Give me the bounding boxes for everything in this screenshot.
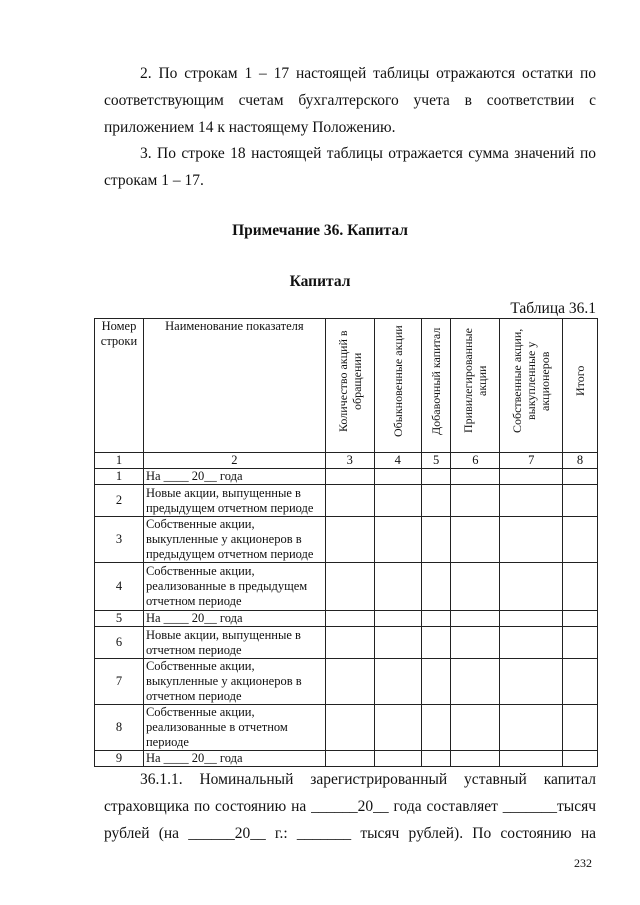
cell — [500, 659, 563, 705]
cell — [451, 751, 500, 767]
cell — [500, 751, 563, 767]
header-row-number: Номер строки — [95, 319, 144, 453]
cell — [374, 627, 421, 659]
cell — [374, 563, 421, 611]
table-row — [95, 659, 598, 705]
cell — [421, 627, 451, 659]
cell — [421, 517, 451, 563]
row-name: Новые акции, выпущенные в отчетном периоде — [143, 627, 325, 659]
cell — [325, 517, 374, 563]
header-treasury-shares: Собственные акции, выкупленные у акционеров — [500, 319, 563, 453]
paragraph-2 — [104, 60, 596, 141]
capital-table — [94, 318, 598, 767]
cell — [421, 563, 451, 611]
col-num-8: 8 — [563, 453, 598, 469]
cell — [451, 659, 500, 705]
row-number: 1 — [95, 469, 144, 485]
header-ordinary-shares: Обыкновенные акции — [374, 319, 421, 453]
cell — [451, 517, 500, 563]
cell — [374, 469, 421, 485]
row-name: На ____ 20__ года — [143, 469, 325, 485]
cell — [500, 705, 563, 751]
cell — [563, 517, 598, 563]
paragraph-36-1-1-line-1: 36.1.1. Номинальный зарегистрированный уставный капитал — [140, 771, 596, 788]
cell — [563, 469, 598, 485]
header-shares-outstanding: Количество акций в обращении — [325, 319, 374, 453]
header-preferred-shares: Привилегированные акции — [451, 319, 500, 453]
cell — [325, 659, 374, 705]
row-number: 7 — [95, 659, 144, 705]
table-row — [95, 751, 598, 767]
table-title: Капитал — [289, 273, 351, 290]
col-num-5: 5 — [421, 453, 451, 469]
row-name: На ____ 20__ года — [143, 611, 325, 627]
cell — [325, 751, 374, 767]
cell — [325, 611, 374, 627]
paragraph-2-line-3: приложением 14 к настоящему Положению. — [104, 119, 396, 136]
cell — [421, 751, 451, 767]
cell — [325, 469, 374, 485]
cell — [421, 611, 451, 627]
cell — [451, 485, 500, 517]
cell — [500, 469, 563, 485]
row-number: 2 — [95, 485, 144, 517]
paragraph-36-1-1-line-3: рублей (на ______20__ г.: _______ тысяч рублей). По состоянию на — [104, 825, 596, 842]
table-row — [95, 611, 598, 627]
cell — [325, 705, 374, 751]
cell — [421, 705, 451, 751]
table-caption: Таблица 36.1 — [510, 300, 596, 317]
cell — [563, 705, 598, 751]
row-number: 8 — [95, 705, 144, 751]
row-name: На ____ 20__ года — [143, 751, 325, 767]
col-num-6: 6 — [451, 453, 500, 469]
row-name: Собственные акции, реализованные в предыдущем отчетном периоде — [143, 563, 325, 611]
row-name: Новые акции, выпущенные в предыдущем отчетном периоде — [143, 485, 325, 517]
cell — [374, 705, 421, 751]
cell — [421, 469, 451, 485]
cell — [500, 485, 563, 517]
column-number-row — [95, 453, 598, 469]
cell — [451, 611, 500, 627]
cell — [325, 563, 374, 611]
paragraph-2-line-2: соответствующим счетам бухгалтерского учета в соответствии с — [104, 92, 596, 109]
cell — [563, 611, 598, 627]
header-indicator-name: Наименование показателя — [143, 319, 325, 453]
cell — [563, 627, 598, 659]
cell — [374, 659, 421, 705]
cell — [451, 705, 500, 751]
cell — [500, 611, 563, 627]
cell — [451, 563, 500, 611]
table-row — [95, 563, 598, 611]
header-additional-capital: Добавочный капитал — [421, 319, 451, 453]
cell — [500, 517, 563, 563]
row-number: 4 — [95, 563, 144, 611]
cell — [325, 627, 374, 659]
table-row — [95, 469, 598, 485]
cell — [374, 611, 421, 627]
cell — [421, 485, 451, 517]
paragraph-36-1-1-line-2: страховщика по состоянию на ______20__ года составляет _______тысяч — [104, 798, 596, 815]
cell — [563, 485, 598, 517]
row-number: 5 — [95, 611, 144, 627]
paragraph-3-line-2: строкам 1 – 17. — [104, 172, 204, 189]
col-num-4: 4 — [374, 453, 421, 469]
table-row — [95, 627, 598, 659]
row-name: Собственные акции, выкупленные у акционеров в предыдущем отчетном периоде — [143, 517, 325, 563]
table-row — [95, 517, 598, 563]
col-num-2: 2 — [143, 453, 325, 469]
cell — [563, 563, 598, 611]
paragraph-36-1-1 — [104, 766, 596, 847]
cell — [500, 563, 563, 611]
cell — [563, 751, 598, 767]
note-title: Примечание 36. Капитал — [232, 222, 408, 239]
table-row — [95, 485, 598, 517]
row-name: Собственные акции, реализованные в отчетном периоде — [143, 705, 325, 751]
row-number: 9 — [95, 751, 144, 767]
paragraph-2-line-1: 2. По строкам 1 – 17 настоящей таблицы отражаются остатки по — [140, 65, 596, 82]
cell — [325, 485, 374, 517]
col-num-7: 7 — [500, 453, 563, 469]
paragraph-3 — [104, 140, 596, 194]
row-number: 6 — [95, 627, 144, 659]
col-num-1: 1 — [95, 453, 144, 469]
table-row — [95, 705, 598, 751]
col-num-3: 3 — [325, 453, 374, 469]
paragraph-3-line-1: 3. По строке 18 настоящей таблицы отражается сумма значений по — [140, 145, 596, 162]
page-number: 232 — [574, 856, 592, 870]
cell — [374, 751, 421, 767]
cell — [563, 659, 598, 705]
cell — [451, 469, 500, 485]
cell — [421, 659, 451, 705]
row-number: 3 — [95, 517, 144, 563]
row-name: Собственные акции, выкупленные у акционеров в отчетном периоде — [143, 659, 325, 705]
table-header-row — [95, 319, 598, 453]
cell — [500, 627, 563, 659]
cell — [374, 517, 421, 563]
header-total: Итого — [563, 319, 598, 453]
cell — [451, 627, 500, 659]
cell — [374, 485, 421, 517]
